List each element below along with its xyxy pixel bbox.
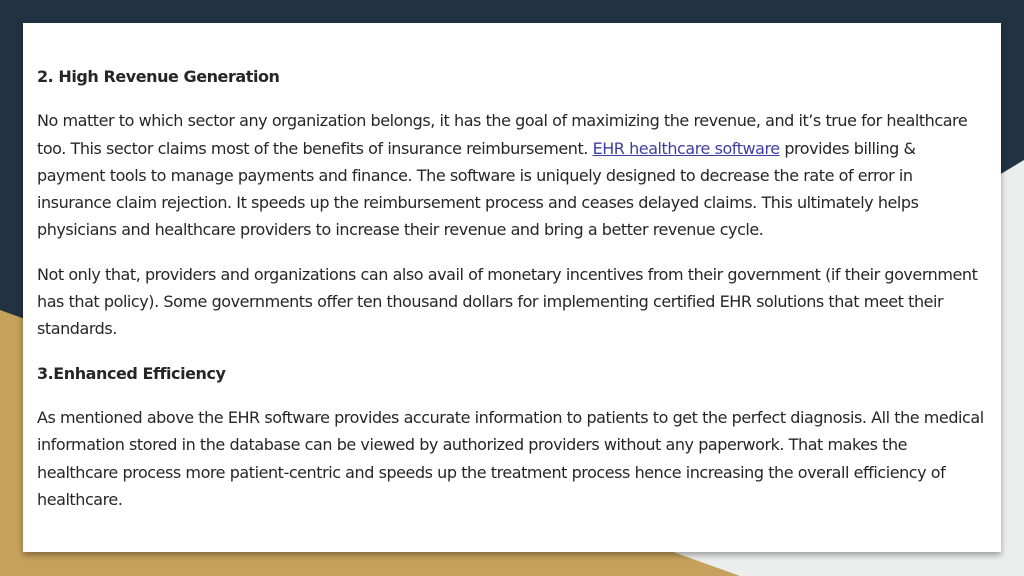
paragraph-incentives: Not only that, providers and organizations can also avail of monetary incentives from their government (if their government has that policy). Some governments offer ten thousand dollars for implementing certified EHR solutions that meet their standards. xyxy=(37,264,978,339)
paragraph-revenue-text-end: provides billing & payment tools to manage payments and finance. The software is uniquely designed to decrease the rate of error in insurance claim rejection. It speeds up the reimbursement process and ceases delayed claims. This ultimately helps physicians and healthcare providers to increase their revenue and bring a better revenue cycle. xyxy=(37,138,919,240)
section-heading-efficiency: 3.Enhanced Efficiency xyxy=(37,363,226,383)
document-body xyxy=(37,63,987,513)
paragraph-efficiency: As mentioned above the EHR software provides accurate information to patients to get the perfect diagnosis. All the medical information stored in the database can be viewed by authorized providers without any paperwork. That makes the healthcare process more patient-centric and speeds up the treatment process hence increasing the overall efficiency of healthcare. xyxy=(37,407,984,509)
paragraph-revenue-text-start: No matter to which sector any organization belongs, it has the goal of maximizing the revenue, and it’s true for healthcare too. This sector claims most of the benefits of insurance reimbursement. xyxy=(37,111,968,158)
section-heading-revenue: 2. High Revenue Generation xyxy=(37,67,280,86)
paragraph-revenue xyxy=(37,107,987,243)
content-card xyxy=(23,23,1001,552)
ehr-software-link[interactable]: EHR healthcare software xyxy=(592,138,780,158)
